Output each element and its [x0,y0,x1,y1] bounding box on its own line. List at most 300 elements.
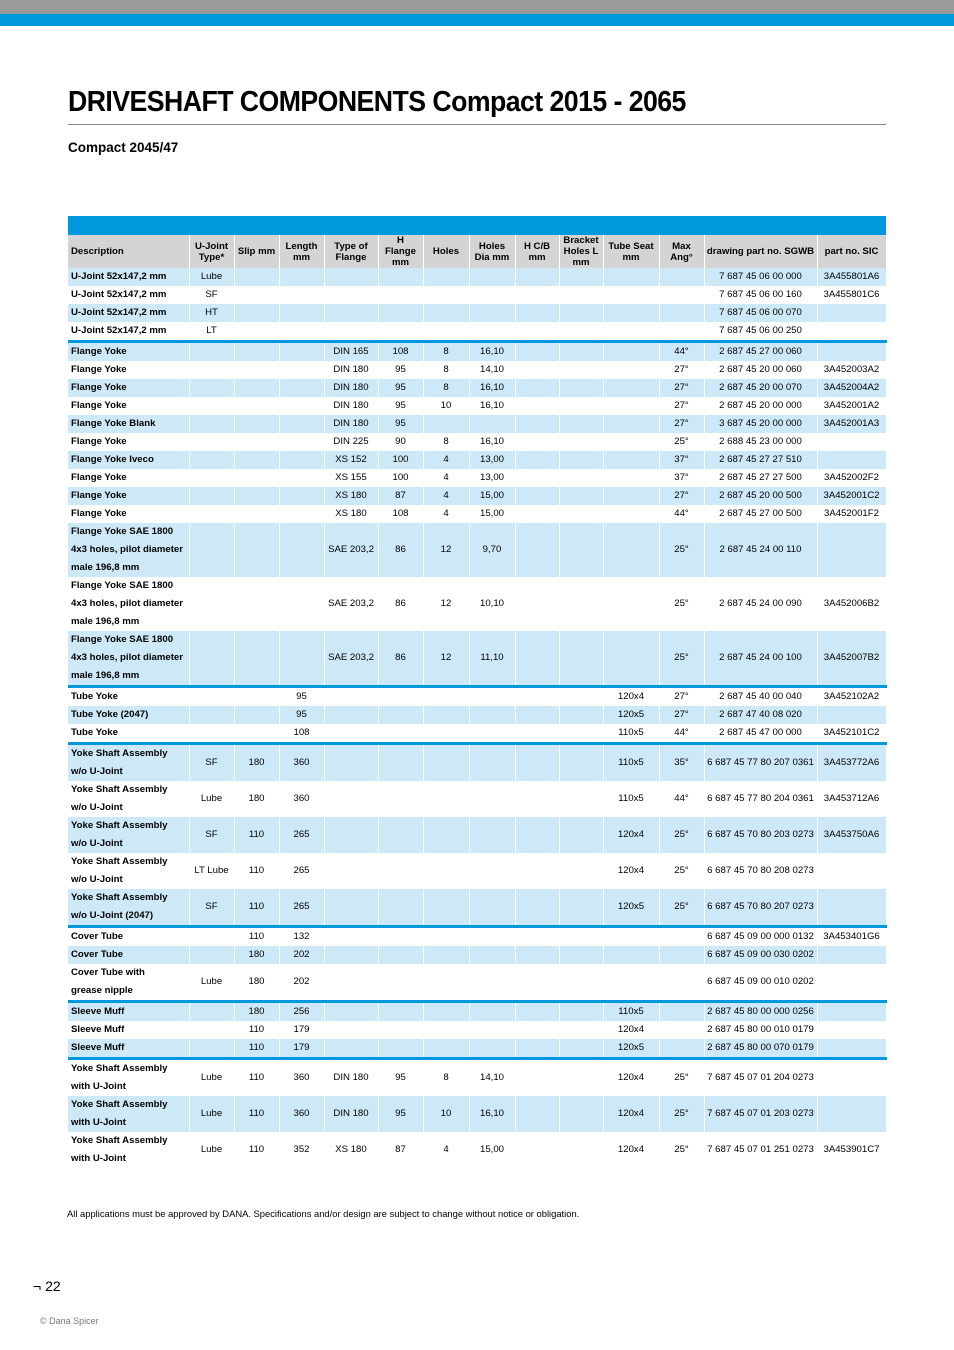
table-cell [559,505,603,523]
table-cell [378,927,423,947]
table-cell [234,415,279,433]
table-cell: 86 [378,631,423,687]
table-cell: 16,10 [469,342,515,362]
table-cell: 2 687 45 27 27 510 [704,451,817,469]
table-cell [559,687,603,707]
table-cell [559,853,603,889]
table-cell [378,889,423,927]
table-cell [469,853,515,889]
table-cell: 6 687 45 09 00 000 0132 [704,927,817,947]
table-cell: 6 687 45 70 80 208 0273 [704,853,817,889]
table-cell [559,631,603,687]
table-cell: 3A455801A6 [817,268,886,286]
title-rule [68,124,886,125]
table-row [68,469,886,487]
table-cell [469,304,515,322]
table-cell [559,1039,603,1059]
table-cell [234,487,279,505]
table-cell [279,342,324,362]
description-cell: Flange Yoke SAE 1800 4x3 holes, pilot diameter male 196,8 mm [68,631,189,687]
table-row [68,687,886,707]
table-cell [279,469,324,487]
table-cell [469,687,515,707]
table-cell: 6 687 45 77 80 207 0361 [704,744,817,782]
table-cell: 27° [659,687,704,707]
table-cell: 352 [279,1132,324,1168]
table-cell: 9,70 [469,523,515,577]
table-cell [515,268,559,286]
table-cell: 2 687 45 24 00 090 [704,577,817,631]
table-cell: 360 [279,1059,324,1097]
table-cell: 86 [378,577,423,631]
table-cell [515,946,559,964]
table-cell [234,706,279,724]
table-cell [515,451,559,469]
description-cell: Flange Yoke [68,379,189,397]
table-cell: 2 687 47 40 08 020 [704,706,817,724]
table-cell: 108 [279,724,324,744]
table-cell: 202 [279,946,324,964]
table-cell [817,889,886,927]
table-cell: 6 687 45 09 00 010 0202 [704,964,817,1002]
table-cell [189,946,234,964]
table-cell: 120x4 [603,1132,659,1168]
table-cell: 4 [423,451,469,469]
table-cell [603,361,659,379]
table-cell [603,946,659,964]
table-cell: 10,10 [469,577,515,631]
table-cell [189,361,234,379]
table-cell [423,322,469,342]
description-cell: Tube Yoke [68,687,189,707]
table-cell: 25° [659,1096,704,1132]
table-cell [234,322,279,342]
table-cell [469,927,515,947]
table-cell: 6 687 45 70 80 207 0273 [704,889,817,927]
table-cell [324,946,378,964]
table-cell: 44° [659,505,704,523]
table-cell: 120x5 [603,889,659,927]
table-cell [189,487,234,505]
description-cell: Tube Yoke (2047) [68,706,189,724]
footnote: All applications must be approved by DANA. Specifications and/or design are subject to change without notice or obligation. [67,1208,580,1219]
table-cell [603,469,659,487]
table-cell [515,469,559,487]
table-cell [515,964,559,1002]
table-cell: 27° [659,487,704,505]
table-cell [469,415,515,433]
table-cell [279,286,324,304]
table-cell [324,889,378,927]
table-cell: 110 [234,1059,279,1097]
table-cell [515,361,559,379]
table-cell: 110 [234,927,279,947]
table-cell [659,1039,704,1059]
table-row [68,523,886,577]
table-cell: Lube [189,1132,234,1168]
table-cell [324,687,378,707]
table-cell [189,397,234,415]
table-cell: Lube [189,268,234,286]
table-cell: SF [189,889,234,927]
table-cell: 14,10 [469,361,515,379]
table-cell [603,415,659,433]
description-cell: Sleeve Muff [68,1039,189,1059]
table-cell [378,853,423,889]
table-cell: XS 180 [324,505,378,523]
table-cell: 44° [659,724,704,744]
table-cell: 44° [659,342,704,362]
table-cell [324,964,378,1002]
table-cell: 120x4 [603,1059,659,1097]
table-cell [279,397,324,415]
column-header: Max Ang° [659,235,704,268]
description-cell: Flange Yoke SAE 1800 4x3 holes, pilot diameter male 196,8 mm [68,523,189,577]
table-cell [515,505,559,523]
table-cell [324,724,378,744]
table-cell: Lube [189,781,234,817]
table-cell [559,1002,603,1022]
table-cell: 120x4 [603,853,659,889]
table-cell: 2 687 45 80 00 010 0179 [704,1021,817,1039]
table-cell: 4 [423,487,469,505]
table-cell [515,1021,559,1039]
table-cell [423,781,469,817]
table-cell: SF [189,817,234,853]
table-cell [234,687,279,707]
table-cell [423,946,469,964]
table-cell [234,451,279,469]
table-cell: 7 687 45 07 01 204 0273 [704,1059,817,1097]
table-cell [378,1002,423,1022]
table-cell [469,1039,515,1059]
table-row [68,1021,886,1039]
table-cell: HT [189,304,234,322]
table-cell [279,577,324,631]
table-cell: 8 [423,433,469,451]
table-cell: 2 687 45 20 00 000 [704,397,817,415]
table-cell [515,1059,559,1097]
table-cell [423,817,469,853]
table-header-row [68,235,886,268]
table-cell [559,469,603,487]
table-cell [559,1059,603,1097]
table-cell: 25° [659,817,704,853]
description-cell: Flange Yoke Iveco [68,451,189,469]
table-cell: 2 687 45 47 00 000 [704,724,817,744]
table-cell: 8 [423,379,469,397]
table-cell: 4 [423,505,469,523]
table-cell [817,304,886,322]
table-cell [189,379,234,397]
table-cell: 2 687 45 24 00 100 [704,631,817,687]
table-cell: 180 [234,781,279,817]
table-cell [659,946,704,964]
table-cell: 27° [659,361,704,379]
table-cell: 120x4 [603,817,659,853]
table-cell [515,889,559,927]
table-cell [324,781,378,817]
table-cell: 87 [378,1132,423,1168]
table-cell [603,523,659,577]
description-cell: Flange Yoke [68,433,189,451]
table-cell: 95 [378,1059,423,1097]
table-cell [559,415,603,433]
table-cell [559,379,603,397]
table-cell [469,724,515,744]
table-cell [189,1021,234,1039]
table-cell [603,433,659,451]
table-cell [189,433,234,451]
table-cell: LT [189,322,234,342]
table-cell [515,304,559,322]
table-cell [189,577,234,631]
table-cell [515,853,559,889]
table-cell: 8 [423,1059,469,1097]
table-cell [817,523,886,577]
table-cell [279,322,324,342]
table-cell [559,523,603,577]
table-cell [659,1002,704,1022]
table-row [68,379,886,397]
table-cell [423,1002,469,1022]
table-cell [817,1002,886,1022]
table-cell [817,1021,886,1039]
table-cell: 110 [234,1039,279,1059]
table-cell [279,304,324,322]
table-cell [234,469,279,487]
table-cell: 120x5 [603,1039,659,1059]
table-cell [423,964,469,1002]
table-cell [189,927,234,947]
column-header: Description [68,235,189,268]
table-cell [234,304,279,322]
table-cell: 2 687 45 20 00 500 [704,487,817,505]
table-cell [378,744,423,782]
table-cell [279,505,324,523]
table-cell: SAE 203,2 [324,577,378,631]
page-title: DRIVESHAFT COMPONENTS Compact 2015 - 2065 [68,86,686,118]
table-cell [515,744,559,782]
table-cell: 16,10 [469,433,515,451]
table-cell: 8 [423,361,469,379]
table-cell: 86 [378,523,423,577]
table-row [68,286,886,304]
table-cell: 11,10 [469,631,515,687]
table-cell: 120x4 [603,1021,659,1039]
table-row [68,927,886,947]
description-cell: Cover Tube [68,927,189,947]
table-cell [423,744,469,782]
table-cell [515,1039,559,1059]
table-cell: 120x4 [603,687,659,707]
table-cell [423,268,469,286]
description-cell: Sleeve Muff [68,1021,189,1039]
table-cell: 25° [659,1132,704,1168]
table-cell [559,817,603,853]
table-cell [559,286,603,304]
table-cell [324,817,378,853]
table-row [68,487,886,505]
table-cell: 95 [378,379,423,397]
description-cell: Yoke Shaft Assembly w/o U-Joint [68,853,189,889]
description-cell: Flange Yoke SAE 1800 4x3 holes, pilot diameter male 196,8 mm [68,577,189,631]
table-row [68,964,886,1002]
table-cell [559,268,603,286]
table-cell [659,286,704,304]
table-cell: 3A453750A6 [817,817,886,853]
table-cell [559,1096,603,1132]
table-cell [324,853,378,889]
table-row [68,342,886,362]
table-cell [189,687,234,707]
table-cell [659,304,704,322]
table-cell [469,322,515,342]
table-cell [559,706,603,724]
table-cell: 15,00 [469,1132,515,1168]
table-cell [515,927,559,947]
table-cell: DIN 180 [324,361,378,379]
table-cell: 7 687 45 06 00 160 [704,286,817,304]
table-cell [279,487,324,505]
table-cell [469,946,515,964]
table-cell: 27° [659,397,704,415]
description-cell: U-Joint 52x147,2 mm [68,304,189,322]
table-cell: Lube [189,964,234,1002]
table-cell: 44° [659,781,704,817]
table-cell [603,451,659,469]
table-cell [817,451,886,469]
table-cell [817,322,886,342]
table-cell [515,523,559,577]
table-cell [603,342,659,362]
table-cell [234,286,279,304]
table-cell: 3A452001A3 [817,415,886,433]
table-cell [515,817,559,853]
table-row [68,268,886,286]
table-cell: 180 [234,964,279,1002]
table-cell: 3A452007B2 [817,631,886,687]
table-cell: 110x5 [603,744,659,782]
table-cell [515,322,559,342]
table-cell [189,1002,234,1022]
table-cell: 25° [659,853,704,889]
table-row [68,817,886,853]
table-cell: DIN 180 [324,1096,378,1132]
table-cell [515,577,559,631]
table-cell: XS 180 [324,487,378,505]
table-cell: 16,10 [469,1096,515,1132]
table-row [68,706,886,724]
table-cell [469,1002,515,1022]
description-cell: Yoke Shaft Assembly w/o U-Joint (2047) [68,889,189,927]
table-cell: 110 [234,1132,279,1168]
table-cell [378,817,423,853]
description-cell: Cover Tube with grease nipple [68,964,189,1002]
table-cell [378,964,423,1002]
table-row [68,889,886,927]
table-cell: 13,00 [469,469,515,487]
table-cell [469,817,515,853]
table-cell [817,946,886,964]
table-cell: 2 688 45 23 00 000 [704,433,817,451]
table-cell: 3A452002F2 [817,469,886,487]
table-cell [234,631,279,687]
column-header: Holes Dia mm [469,235,515,268]
table-cell [324,927,378,947]
table-cell [469,1021,515,1039]
table-cell [603,268,659,286]
table-cell: 3A452001A2 [817,397,886,415]
column-header: Tube Seat mm [603,235,659,268]
table-cell: 108 [378,505,423,523]
column-header: Slip mm [234,235,279,268]
table-cell: DIN 180 [324,397,378,415]
table-cell: 7 687 45 07 01 203 0273 [704,1096,817,1132]
description-cell: U-Joint 52x147,2 mm [68,268,189,286]
table-cell [423,286,469,304]
table-cell: 7 687 45 06 00 070 [704,304,817,322]
table-cell: XS 180 [324,1132,378,1168]
table-cell: 16,10 [469,397,515,415]
table-row [68,946,886,964]
table-cell [515,724,559,744]
table-cell [559,781,603,817]
table-cell: 110x5 [603,1002,659,1022]
table-cell [423,853,469,889]
table-cell: 12 [423,631,469,687]
description-cell: U-Joint 52x147,2 mm [68,286,189,304]
table-cell: 10 [423,397,469,415]
table-cell [559,304,603,322]
table-cell: 3A453772A6 [817,744,886,782]
table-cell: XS 155 [324,469,378,487]
table-cell [817,706,886,724]
table-cell: 110 [234,1096,279,1132]
table-cell [817,964,886,1002]
table-cell [423,415,469,433]
table-cell [603,379,659,397]
table-cell [423,304,469,322]
table-cell: DIN 180 [324,1059,378,1097]
table-cell [189,342,234,362]
description-cell: Yoke Shaft Assembly with U-Joint [68,1132,189,1168]
table-cell [559,889,603,927]
description-cell: Flange Yoke [68,361,189,379]
table-cell [189,631,234,687]
table-cell: 3A452101C2 [817,724,886,744]
table-cell [559,342,603,362]
table-cell [234,577,279,631]
table-cell: 95 [378,397,423,415]
table-cell [515,631,559,687]
table-cell [515,415,559,433]
table-cell [559,487,603,505]
table-row [68,1039,886,1059]
top-grey-bar [0,0,954,14]
column-header: Bracket Holes L mm [559,235,603,268]
table-cell [279,433,324,451]
table-cell: 110 [234,817,279,853]
table-cell [603,322,659,342]
table-cell [559,397,603,415]
table-cell: 25° [659,433,704,451]
table-cell [279,268,324,286]
table-cell [324,268,378,286]
table-cell: 3A452001F2 [817,505,886,523]
description-cell: Yoke Shaft Assembly with U-Joint [68,1059,189,1097]
table-cell [423,1039,469,1059]
